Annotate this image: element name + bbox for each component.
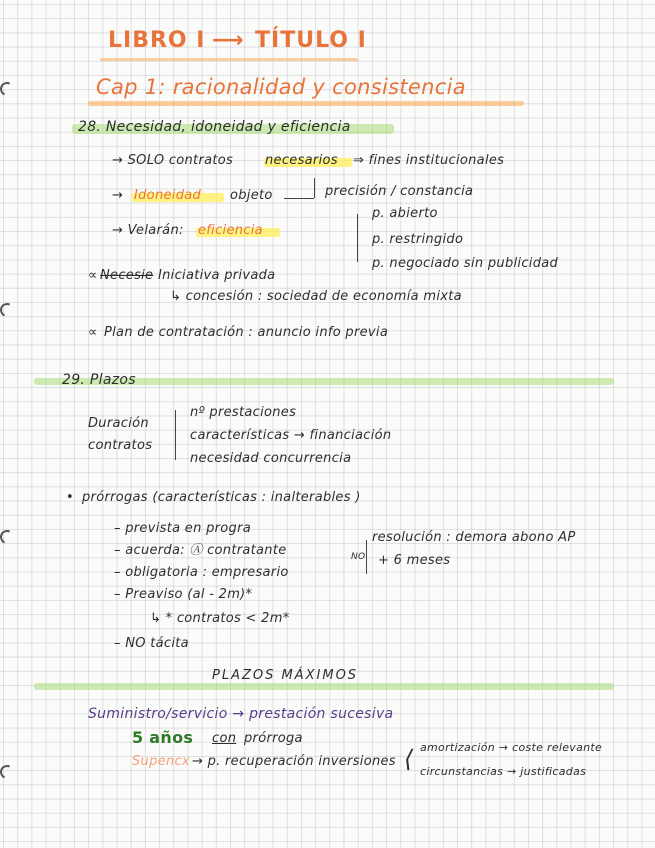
resolucion-text: resolución : demora abono AP [372, 530, 576, 545]
prorroga-item-3: – obligatoria : empresario [114, 565, 289, 580]
bracket-line [175, 410, 176, 460]
no-label: NO [351, 552, 366, 562]
plazos-highlight [34, 683, 614, 690]
eficiencia-word: eficiencia [198, 223, 263, 238]
bracket-line [357, 214, 358, 262]
plazos-heading: PLAZOS MÁXIMOS [212, 668, 359, 683]
duracion-label: Duración [88, 416, 149, 431]
prorroga-item-5: – NO tácita [114, 636, 189, 651]
amortizacion-text: amortización → coste relevante [420, 741, 603, 754]
meses-text: + 6 meses [378, 553, 451, 568]
bullet-icon: ∝ [88, 325, 98, 340]
binder-hole-icon [0, 82, 14, 96]
suministro-text: Suministro/servicio → prestación sucesiva [88, 706, 394, 722]
cinco-anos: 5 años [132, 728, 194, 747]
objeto-word: objeto [230, 188, 273, 203]
struck-text: Necesie [100, 268, 154, 283]
contratos-label: contratos [88, 438, 153, 453]
concesion-text: ↳ concesión : sociedad de economía mixta [170, 289, 462, 304]
idoneidad-word: Idoneidad [134, 188, 202, 203]
prorroga-word: prórroga [244, 731, 303, 746]
bullet-icon: ∝ [88, 268, 98, 283]
iniciativa-text: Iniciativa privada [158, 268, 276, 283]
procedure-3: p. negociado sin publicidad [372, 256, 559, 271]
supencx-text: Supencx [132, 754, 190, 769]
prorroga-item-2: – acuerda: Ⓐ contratante [114, 543, 287, 558]
duration-item-2: características → financiación [190, 428, 392, 443]
connector-line [314, 178, 315, 198]
title-underline [100, 58, 358, 61]
chapter-title: Cap 1: racionalidad y consistencia [96, 75, 466, 99]
duration-item-3: necesidad concurrencia [190, 451, 352, 466]
procedure-1: p. abierto [372, 206, 438, 221]
necesarios-word: necesarios [265, 153, 338, 168]
prorroga-item-4: – Preaviso (al - 2m)* [114, 587, 253, 602]
procedure-2: p. restringido [372, 232, 464, 247]
velaran-text: → Velarán: [112, 223, 184, 238]
binder-hole-icon [0, 303, 14, 317]
circunstancias-text: circunstancias → justificadas [420, 765, 587, 778]
bullet-icon: • [66, 490, 74, 505]
connector-line [284, 198, 314, 199]
plan-text: Plan de contratación : anuncio info previa [104, 325, 389, 340]
prorrogas-text: prórrogas (características : inalterables ) [82, 490, 361, 505]
section-28-heading: 28. Necesidad, idoneidad y eficiencia [78, 119, 351, 135]
book-label: LIBRO I [108, 28, 206, 53]
binder-hole-icon [0, 765, 14, 779]
duration-item-1: nº prestaciones [190, 405, 297, 420]
title-label: TÍTULO I [255, 28, 367, 53]
precision-text: precisión / constancia [325, 184, 474, 199]
brace-icon: ⟨ [404, 745, 414, 773]
fines-text: ⇒ fines institucionales [353, 153, 505, 168]
arrow-right-icon: ⟶ [212, 28, 244, 53]
arrow-icon: → [112, 188, 124, 203]
chapter-highlight [88, 101, 524, 106]
solo-line: → SOLO contratos [112, 153, 234, 168]
section-29-heading: 29. Plazos [62, 372, 136, 388]
prorroga-item-1: – prevista en progra [114, 521, 251, 536]
con-word: con [212, 731, 237, 746]
prorroga-item-4b: ↳ * contratos < 2m* [150, 611, 290, 626]
bracket-line [366, 540, 367, 574]
recuperacion-text: → p. recuperación inversiones [192, 754, 396, 769]
binder-hole-icon [0, 530, 14, 544]
